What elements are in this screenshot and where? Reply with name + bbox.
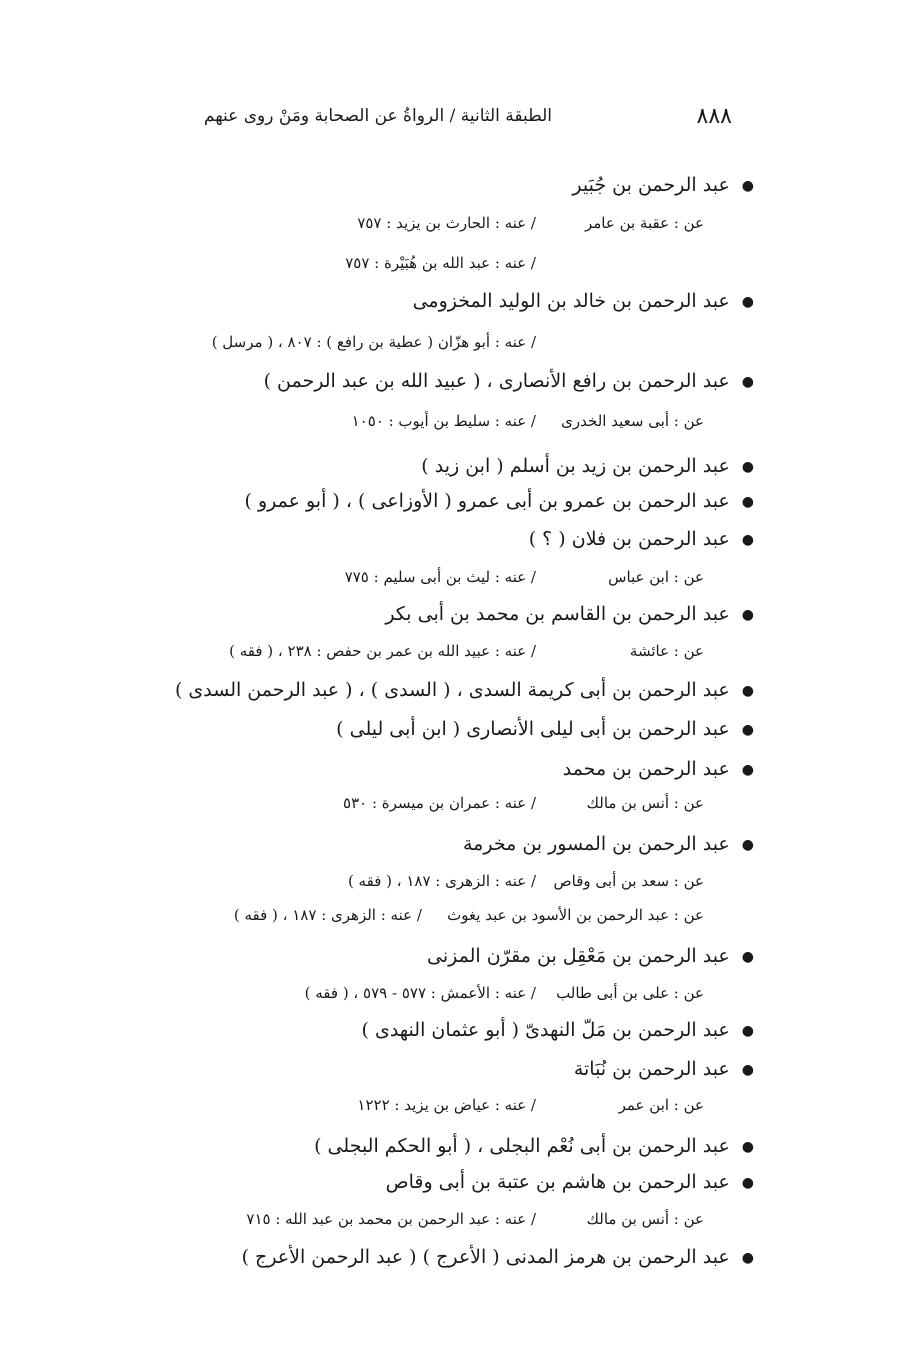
bullet-icon: ● [741, 294, 754, 310]
bullet-icon: ● [741, 459, 754, 475]
narrator-name: عبد الرحمن بن هرمز المدنى ( الأعرج ) ( عبد الرحمن الأعرج ) [241, 1246, 730, 1268]
narrator-name: عبد الرحمن بن محمد [562, 758, 730, 780]
narrator-name: عبد الرحمن بن أبى ليلى الأنصارى ( ابن أبى ليلى ) [336, 718, 730, 740]
narrated-from: عن : ابن عمر [618, 1096, 704, 1114]
narrator-entry [386, 1171, 754, 1193]
narrated-from: عن : عقبة بن عامر [584, 214, 704, 232]
narrated-by: / عنه : الحارث بن يزيد : ٧٥٧ [357, 214, 536, 232]
narrated-by: / عنه : سليط بن أيوب : ١٠٥٠ [351, 412, 536, 430]
narrator-entry [529, 528, 754, 550]
narrator-name: عبد الرحمن بن رافع الأنصارى ، ( عبيد الله بن عبد الرحمن ) [263, 370, 730, 392]
narrator-name: عبد الرحمن بن جُبَير [572, 174, 730, 196]
narrator-entry [264, 370, 754, 392]
narrator-entry [413, 290, 754, 312]
narrator-entry [572, 174, 754, 196]
narrator-name: عبد الرحمن بن المسور بن مخرمة [463, 833, 730, 855]
narrated-from: عن : أنس بن مالك [586, 1210, 704, 1228]
narrator-entry [314, 1135, 754, 1157]
bullet-icon: ● [741, 1023, 754, 1039]
narrator-name: عبد الرحمن بن فلان ( ؟ ) [528, 528, 730, 550]
narrated-from: عن : أنس بن مالك [586, 794, 704, 812]
narrator-entry [336, 718, 754, 740]
narrated-by: / عنه : الزهرى : ١٨٧ ، ( فقه ) [233, 906, 422, 924]
bullet-icon: ● [741, 1250, 754, 1266]
narrated-by: / عنه : الزهرى : ١٨٧ ، ( فقه ) [347, 872, 536, 890]
narrated-from: عن : سعد بن أبى وقاص [553, 872, 704, 890]
narrator-name: عبد الرحمن بن مَلّ النهدىّ ( أبو عثمان النهدى ) [361, 1019, 730, 1041]
narrator-entry [563, 758, 754, 780]
page-number: ٨٨٨ [696, 104, 732, 129]
running-header-title: الطبقة الثانية / الرواةُ عن الصحابة ومَنْ روى عنهم [203, 106, 552, 126]
bullet-icon: ● [741, 762, 754, 778]
bullet-icon: ● [741, 722, 754, 738]
narrated-by: / عنه : الأعمش : ٥٧٧ - ٥٧٩ ، ( فقه ) [304, 984, 536, 1002]
narrated-by: / عنه : أبو هزّان ( عطية بن رافع ) : ٨٠٧ ، ( مرسل ) [211, 333, 536, 351]
narrated-by: / عنه : عبد الرحمن بن محمد بن عبد الله : ٧١٥ [246, 1210, 536, 1228]
narrator-entry [421, 455, 754, 477]
bullet-icon: ● [741, 1062, 754, 1078]
narrator-name: عبد الرحمن بن أبى نُعْم البجلى ، ( أبو الحكم البجلى ) [314, 1135, 730, 1157]
narrated-from: عن : ابن عباس [608, 568, 704, 586]
bullet-icon: ● [741, 1139, 754, 1155]
bullet-icon: ● [741, 374, 754, 390]
narrated-by: / عنه : عياض بن يزيد : ١٢٢٢ [357, 1096, 536, 1114]
narrated-from: عن : عبد الرحمن بن الأسود بن عبد يغوث [447, 906, 704, 924]
narrator-entry [242, 1246, 754, 1268]
narrated-by: / عنه : ليث بن أبى سليم : ٧٧٥ [344, 568, 536, 586]
bullet-icon: ● [741, 683, 754, 699]
bullet-icon: ● [741, 532, 754, 548]
bullet-icon: ● [741, 1175, 754, 1191]
narrator-name: عبد الرحمن بن نُبَاتة [573, 1058, 730, 1080]
narrator-entry [175, 679, 754, 701]
narrated-from: عن : عائشة [629, 642, 704, 660]
narrated-by: / عنه : عمران بن ميسرة : ٥٣٠ [343, 794, 536, 812]
bullet-icon: ● [741, 178, 754, 194]
bullet-icon: ● [741, 494, 754, 510]
narrator-entry [574, 1058, 754, 1080]
bullet-icon: ● [741, 949, 754, 965]
narrator-name: عبد الرحمن بن أبى كريمة السدى ، ( السدى ) ، ( عبد الرحمن السدى ) [174, 679, 730, 701]
narrator-name: عبد الرحمن بن هاشم بن عتبة بن أبى وقاص [385, 1171, 730, 1193]
bullet-icon: ● [741, 837, 754, 853]
narrator-entry [362, 1019, 755, 1041]
narrator-name: عبد الرحمن بن عمرو بن أبى عمرو ( الأوزاعى ) ، ( أبو عمرو ) [244, 490, 730, 512]
narrator-entry [463, 833, 754, 855]
bullet-icon: ● [741, 607, 754, 623]
narrated-by: / عنه : عبيد الله بن عمر بن حفص : ٢٣٨ ، ( فقه ) [229, 642, 536, 660]
narrator-name: عبد الرحمن بن مَعْقِل بن مقرّن المزنى [427, 945, 730, 967]
narrated-from: عن : أبى سعيد الخدرى [561, 412, 704, 430]
narrator-entry [245, 490, 755, 512]
narrator-entry [385, 603, 754, 625]
narrator-name: عبد الرحمن بن القاسم بن محمد بن أبى بكر [385, 603, 730, 625]
narrated-from: عن : على بن أبى طالب [556, 984, 704, 1002]
narrated-by: / عنه : عبد الله بن هُبَيْرة : ٧٥٧ [345, 254, 536, 272]
narrator-name: عبد الرحمن بن زيد بن أسلم ( ابن زيد ) [421, 455, 730, 477]
narrator-entry [427, 945, 754, 967]
narrator-name: عبد الرحمن بن خالد بن الوليد المخزومى [412, 290, 730, 312]
